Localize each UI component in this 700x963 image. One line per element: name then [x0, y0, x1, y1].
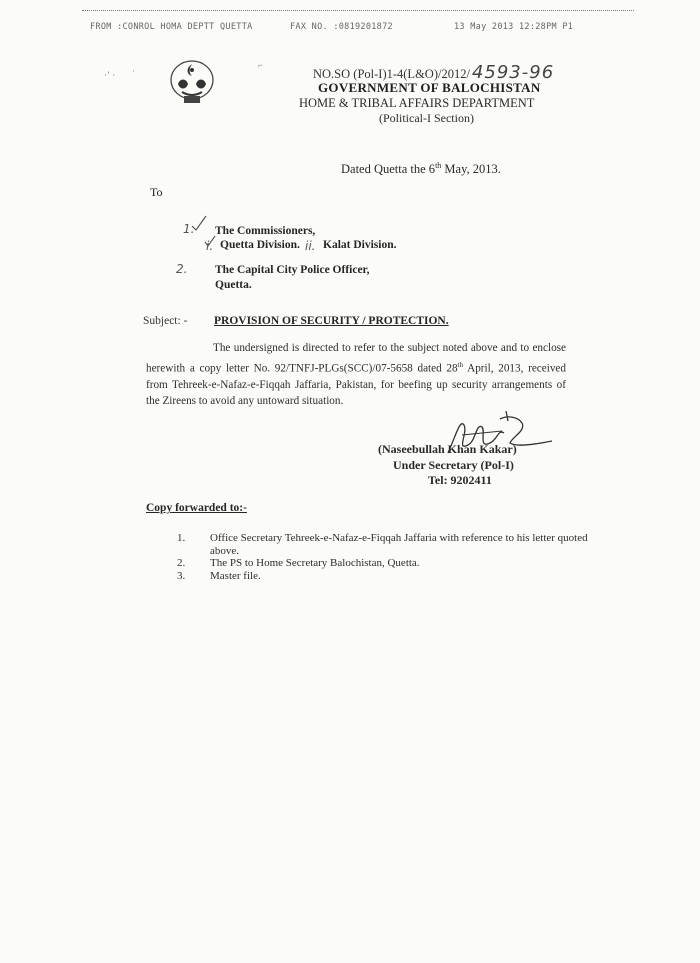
recipient-kalat-division: Kalat Division.: [323, 239, 397, 251]
date-ordinal: th: [435, 161, 442, 170]
copy-forwarded-list: [175, 532, 595, 582]
fax-datetime: 13 May 2013 12:28PM P1: [454, 22, 574, 32]
list-item: [175, 532, 595, 557]
scan-speck: ·ʼ ·: [104, 70, 116, 80]
section-title: (Political-I Section): [379, 111, 474, 125]
list-item-number: 1.: [177, 532, 186, 544]
fax-from: FROM :CONROL HOMA DEPTT QUETTA: [90, 22, 253, 32]
checkmark-icon: [188, 214, 208, 232]
fax-number: FAX NO. :0819201872: [290, 22, 393, 32]
recipient-ccpo-city: Quetta.: [215, 279, 252, 291]
recipient-commissioners: The Commissioners,: [215, 225, 316, 237]
recipient-ii-mark: ii.: [305, 239, 316, 253]
recipient-2-mark: 2.: [176, 262, 188, 276]
balochistan-emblem-icon: [168, 58, 216, 108]
letter-body: [146, 340, 566, 410]
fax-top-dotted-line: [82, 10, 634, 11]
list-item-number: 2.: [177, 557, 186, 569]
body-ordinal: th: [457, 360, 464, 369]
list-item-text: Office Secretary Tehreek-e-Nafaz-e-Fiqqah Jaffaria with reference to his letter quoted above.: [210, 532, 588, 557]
signatory-telephone: Tel: 9202411: [428, 473, 492, 487]
list-item: [175, 570, 595, 583]
checkmark-icon: [203, 234, 217, 248]
recipient-1-mark: 1.: [183, 222, 195, 236]
fax-header: [0, 22, 700, 36]
letter-date: [341, 161, 501, 177]
government-title: GOVERNMENT OF BALOCHISTAN: [318, 80, 541, 95]
date-rest: May, 2013.: [441, 162, 501, 177]
signatory-name: (Naseebullah Khan Kakar): [378, 442, 517, 456]
to-label: To: [150, 185, 163, 199]
list-item-number: 3.: [177, 569, 186, 582]
list-item-text: The PS to Home Secretary Balochistan, Quetta.: [210, 557, 420, 569]
date-prefix: Dated Quetta the 6: [341, 162, 436, 177]
recipient-quetta-division: Quetta Division.: [220, 239, 300, 251]
scan-speck: ·: [132, 66, 135, 76]
recipient-i-mark: i.: [206, 239, 214, 253]
recipient-ccpo: The Capital City Police Officer,: [215, 264, 370, 276]
department-title: HOME & TRIBAL AFFAIRS DEPARTMENT: [299, 96, 535, 110]
scan-speck: ⌐: [258, 60, 264, 70]
subject-text: PROVISION OF SECURITY / PROTECTION.: [214, 315, 449, 327]
body-text-1: The undersigned is directed to refer to the subject noted above and to enclose herewith a copy letter No. 92/TNFJ-PLGs(SCC)/07-5658 dated 28: [146, 342, 566, 375]
list-item: [175, 557, 595, 570]
subject-label: Subject: -: [143, 315, 188, 327]
copy-forwarded-heading: Copy forwarded to:-: [146, 502, 247, 514]
reference-prefix: NO.SO (Pol-I)1-4(L&O)/2012/: [313, 67, 470, 81]
handwritten-dispatch-number: 4593-96: [471, 62, 555, 83]
body-text-2: April, 2013, received from Tehreek-e-Nafaz-e-Fiqqah Jaffaria, Pakistan, for beefing up security arrangements of the Zireens to avoid any untoward situation.: [146, 362, 566, 408]
list-item-text: Master file.: [210, 569, 261, 582]
signatory-designation: Under Secretary (Pol-I): [393, 458, 514, 472]
